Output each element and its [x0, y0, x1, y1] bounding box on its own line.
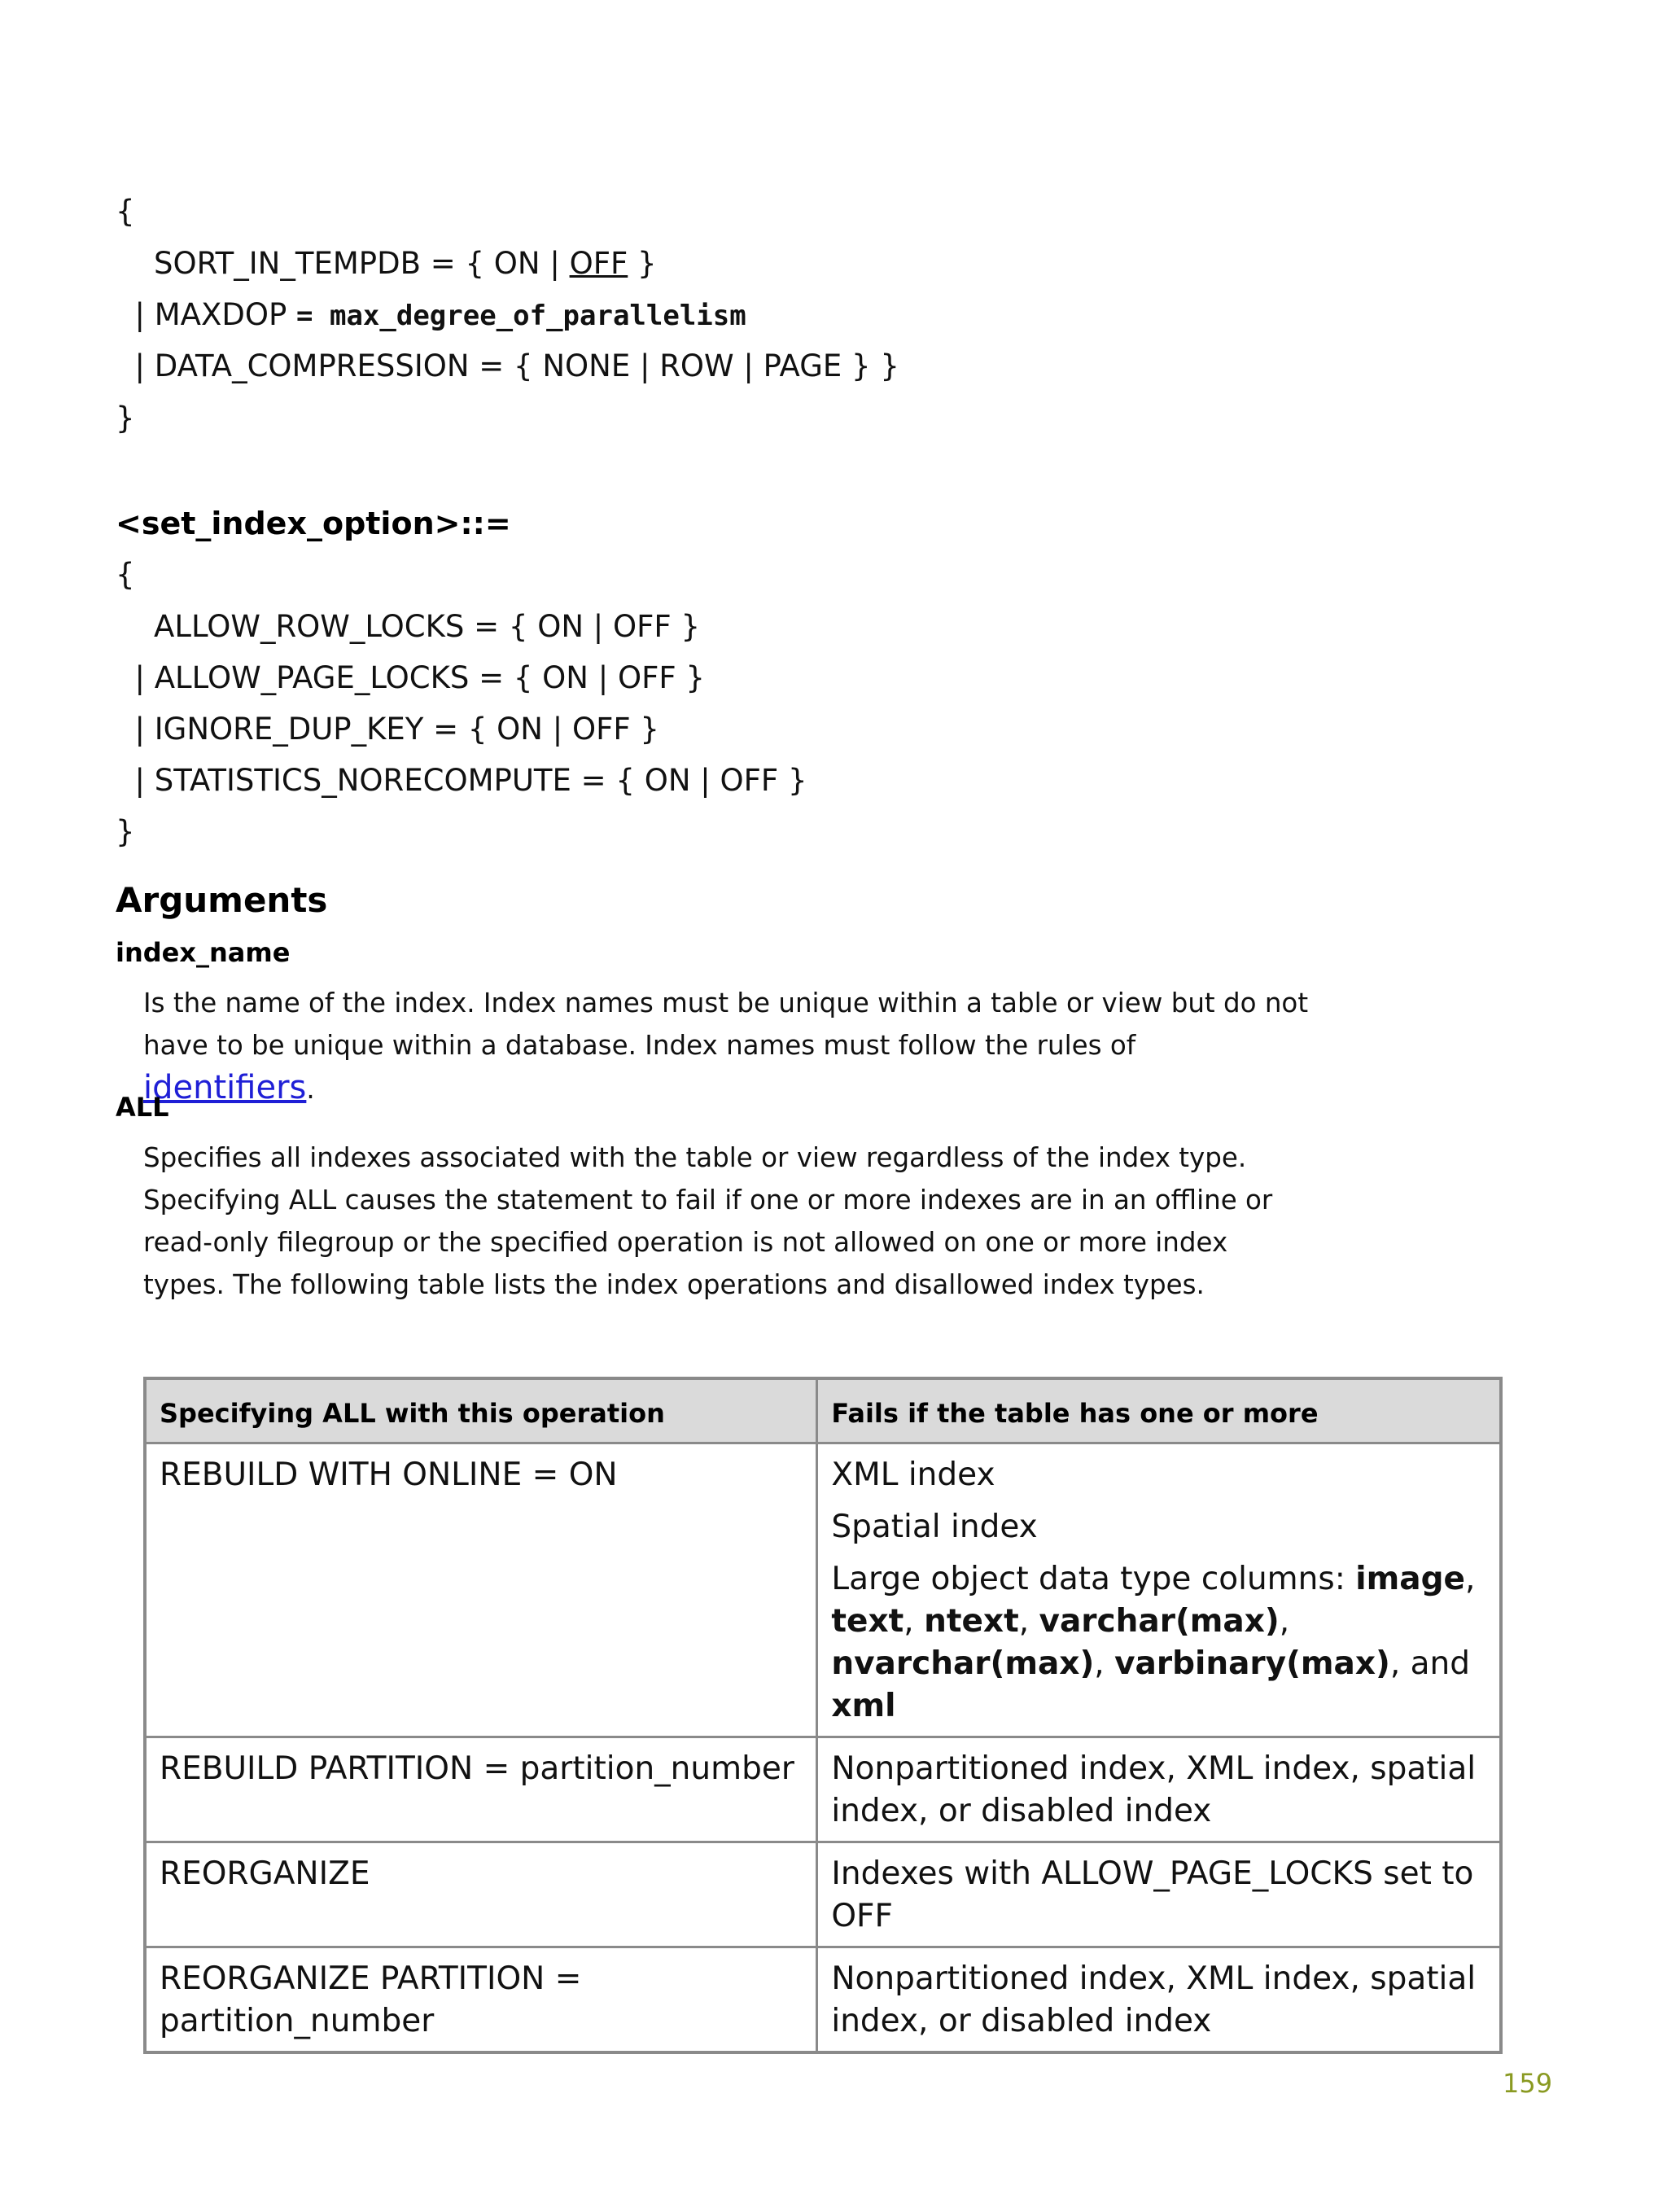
column-header-operation: Specifying ALL with this operation	[145, 1378, 817, 1443]
all-description: Specifies all indexes associated with the table or view regardless of the index type. Specifying ALL causes the statement to fail if one or more indexes are in an offline or read-only filegroup or the specified operation is not allowed on one or more index types. The following table lists the index operations and disallowed index types.	[143, 1142, 1273, 1300]
set-index-option-heading: <set_index_option>::=	[116, 506, 511, 541]
table-row	[145, 1947, 1501, 2053]
type-name: ntext	[924, 1603, 1019, 1640]
syntax-line-maxdop	[116, 297, 746, 334]
syntax-line-sort-in-tempdb	[116, 246, 657, 282]
page-number: 159	[1503, 2068, 1553, 2099]
index-name-description	[143, 982, 1315, 1110]
operation-cell: REORGANIZE	[145, 1842, 817, 1947]
description-text: .	[306, 1074, 315, 1105]
fails-item-lob	[831, 1558, 1486, 1728]
operation-cell: REORGANIZE PARTITION = partition_number	[145, 1947, 817, 2053]
type-name: varbinary(max)	[1114, 1645, 1390, 1682]
fails-cell: Nonpartitioned index, XML index, spatial index, or disabled index	[817, 1737, 1501, 1842]
table-row	[145, 1842, 1501, 1947]
text: ,	[1464, 1561, 1476, 1597]
text: ,	[1279, 1603, 1290, 1640]
brace-close: }	[116, 814, 135, 849]
identifiers-link[interactable]: identifiers	[143, 1069, 307, 1106]
syntax-text: }	[628, 246, 657, 281]
brace-open: {	[116, 194, 135, 229]
index-operations-table	[143, 1377, 1503, 2054]
fails-item: XML index	[831, 1456, 995, 1493]
table-header-row	[145, 1378, 1501, 1443]
table-row	[145, 1443, 1501, 1737]
fails-cell	[817, 1443, 1501, 1737]
fails-item: Spatial index	[831, 1509, 1038, 1545]
syntax-line: | ALLOW_PAGE_LOCKS = { ON | OFF }	[116, 660, 705, 695]
default-value: OFF	[569, 246, 628, 281]
syntax-text: | MAXDOP	[116, 297, 297, 332]
syntax-line: ALLOW_ROW_LOCKS = { ON | OFF }	[116, 609, 700, 644]
syntax-parameter: = max_degree_of_parallelism	[296, 300, 746, 332]
column-header-fails: Fails if the table has one or more	[817, 1378, 1501, 1443]
operation-cell: REBUILD PARTITION = partition_number	[145, 1737, 817, 1842]
description-text: Is the name of the index. Index names must be unique within a table or view but do not have to be unique within a database. Index names must follow the rules of	[143, 988, 1309, 1061]
arguments-heading: Arguments	[116, 880, 328, 920]
syntax-line-data-compression: | DATA_COMPRESSION = { NONE | ROW | PAGE } }	[116, 348, 899, 383]
fails-cell: Nonpartitioned index, XML index, spatial index, or disabled index	[817, 1947, 1501, 2053]
type-name: nvarchar(max)	[831, 1645, 1095, 1682]
text: ,	[1094, 1645, 1115, 1682]
index-name-term: index_name	[116, 937, 291, 968]
operation-cell: REBUILD WITH ONLINE = ON	[145, 1443, 817, 1737]
type-name: varchar(max)	[1039, 1603, 1280, 1640]
text: ,	[904, 1603, 925, 1640]
type-name: text	[831, 1603, 904, 1640]
type-name: image	[1355, 1561, 1465, 1597]
text: Large object data type columns:	[831, 1561, 1356, 1597]
table-row	[145, 1737, 1501, 1842]
text: , and	[1389, 1645, 1471, 1682]
syntax-text: SORT_IN_TEMPDB = { ON |	[116, 246, 570, 281]
syntax-line: | STATISTICS_NORECOMPUTE = { ON | OFF }	[116, 763, 807, 798]
text: ,	[1018, 1603, 1039, 1640]
all-term: ALL	[116, 1092, 169, 1123]
brace-close: }	[116, 401, 135, 436]
fails-cell: Indexes with ALLOW_PAGE_LOCKS set to OFF	[817, 1842, 1501, 1947]
brace-open: {	[116, 557, 135, 592]
syntax-line: | IGNORE_DUP_KEY = { ON | OFF }	[116, 712, 659, 747]
type-name: xml	[831, 1688, 896, 1724]
